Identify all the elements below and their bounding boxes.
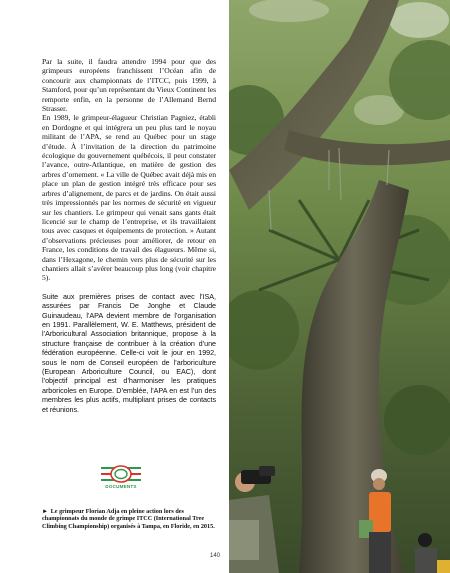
body-text xyxy=(42,57,216,414)
caption-arrow-icon: ► xyxy=(42,508,49,515)
paragraph-1: Par la suite, il faudra attendre 1994 pour que des grimpeurs européens franchissent l’Océan afin de concourir aux championnats de l’ITCC, puis 1999, à Stamford, pour qu’un représentant du Vieux Continent les remporte enfin, en la personne de l’Allemand Bernd Strasser. xyxy=(42,57,216,114)
paragraph-3: Suite aux premières prises de contact avec l’ISA, assurées par Francis De Jonghe et Claude Guinaudeau, l’APA devient membre de l’organisation en 1991. Parallèlement, W. E. Matthews, président de l’Arboricultural Association britannique, propose à la structure française de contribuer à la création d’une fédération européenne. Celle-ci voit le jour en 1992, sous le nom de Conseil européen de l’arboriculture (European Arboriculture Council, ou EAC), dont l’objectif principal est d’harmoniser les pratiques arboricoles en Europe. D’emblée, l’APA en est l’un des membres les plus actifs, multipliant prises de contacts et réunions. xyxy=(42,291,216,414)
paragraph-2: En 1989, le grimpeur-élagueur Christian Pagniez, établi en Dordogne et qui intégrera un peu plus tard le noyau militant de l’APA, se rend au Québec pour un stage d’étude. À l’invitation de la direction du patrimoine écologique du gouvernement québécois, il peut constater l’avance, outre-Atlantique, en matière de gestion des arbres d’ornement. « La ville de Québec avait déjà mis en place un plan de gestion intégré très efficace pour ses arbres d’alignement, de parcs et de jardins. On était aussi très impressionnés par les normes de sécurité en vigueur sur les chantiers. Le grimpeur qui venait sans gants était licencié sur le champ de l’entreprise, et ils travaillaient tous avec casques et équipements de protection. » Autant d’observations précieuses pour améliorer, de retour en France, les conditions de travail des élagueurs. Même si, dans l’Hexagone, le chemin vers plus de sécurité sur les chantiers allait s’avérer beaucoup plus long (voir chapitre 5). xyxy=(42,113,216,283)
caption-text: Le grimpeur Florian Adja en pleine action lors des championnats du monde de grimpe ITCC (International Tree Climbing Championship) organisés à Tampa, en Floride, en 2015. xyxy=(42,508,215,530)
documents-label: DOCUMENTS xyxy=(105,484,137,489)
photo-tree-climbing-championship-icon xyxy=(229,0,450,573)
page-number: 140 xyxy=(209,553,220,559)
documents-badge xyxy=(101,462,141,486)
tree-climbing-photo xyxy=(229,0,450,573)
photo-caption xyxy=(42,508,218,530)
documents-logo-icon xyxy=(101,462,141,486)
